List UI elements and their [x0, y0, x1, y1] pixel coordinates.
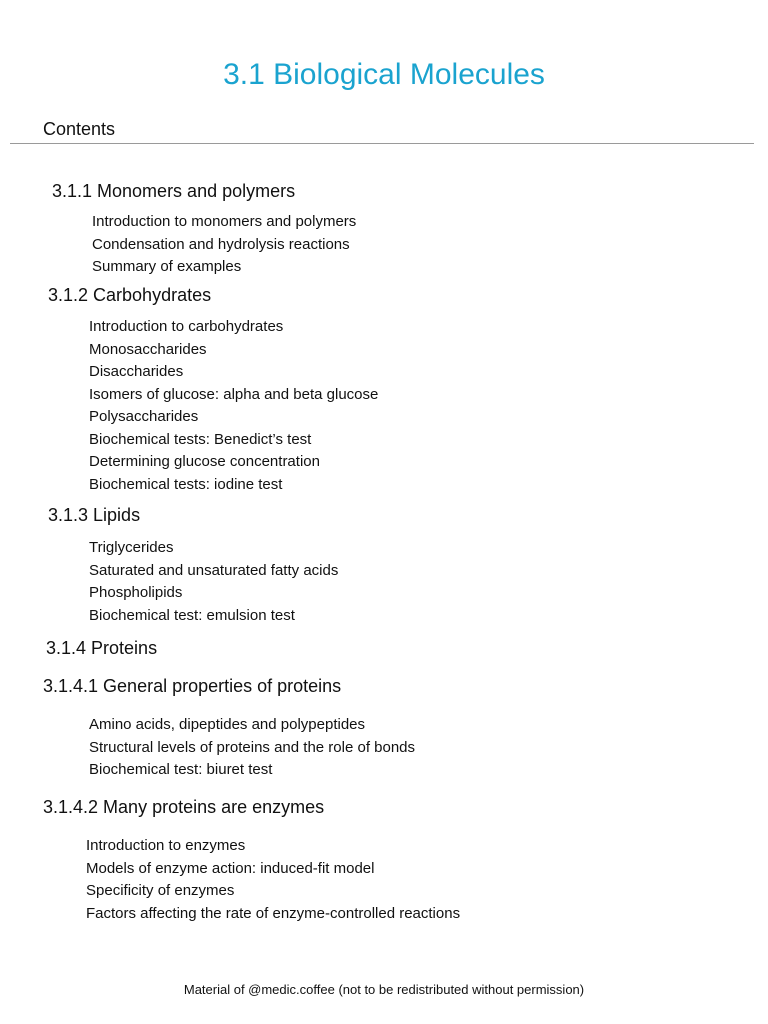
contents-item: Determining glucose concentration: [89, 453, 320, 470]
section-items: [89, 537, 338, 627]
contents-item: Specificity of enzymes: [86, 882, 235, 899]
contents-item: Polysaccharides: [89, 408, 199, 425]
section-heading: 3.1.4.1 General properties of proteins: [43, 676, 342, 696]
footer-notice: Material of @medic.coffee (not to be redistributed without permission): [183, 982, 585, 997]
contents-item: Condensation and hydrolysis reactions: [92, 235, 350, 253]
section-items: [86, 835, 460, 925]
contents-label: Contents: [43, 119, 116, 139]
contents-item: Saturated and unsaturated fatty acids: [89, 561, 339, 579]
divider: [10, 143, 754, 144]
section-items: [89, 714, 415, 782]
contents-item: Factors affecting the rate of enzyme-controlled reactions: [86, 904, 461, 922]
contents-item: Biochemical test: biuret test: [89, 761, 273, 778]
contents-item: Biochemical tests: iodine test: [89, 475, 283, 493]
section-heading: 3.1.2 Carbohydrates: [48, 285, 212, 305]
contents-item: Biochemical test: emulsion test: [89, 606, 295, 624]
section-heading: 3.1.3 Lipids: [48, 505, 141, 525]
contents-item: Introduction to enzymes: [86, 837, 246, 854]
contents-item: Introduction to monomers and polymers: [92, 213, 357, 230]
contents-item: Amino acids, dipeptides and polypeptides: [89, 716, 366, 733]
contents-item: Introduction to carbohydrates: [89, 318, 284, 335]
section-items: [92, 211, 356, 279]
section-heading: 3.1.4 Proteins: [46, 638, 158, 658]
section-items: [89, 316, 378, 496]
section-heading: 3.1.4.2 Many proteins are enzymes: [43, 797, 325, 817]
contents-item: Structural levels of proteins and the role of bonds: [89, 738, 416, 756]
contents-item: Phospholipids: [89, 584, 183, 601]
contents-item: Triglycerides: [89, 539, 174, 556]
contents-item: Monosaccharides: [89, 340, 207, 358]
contents-item: Isomers of glucose: alpha and beta glucose: [89, 385, 379, 403]
contents-item: Biochemical tests: Benedict’s test: [89, 430, 312, 448]
contents-item: Disaccharides: [89, 363, 184, 380]
contents-item: Models of enzyme action: induced-fit model: [86, 859, 375, 877]
section-heading: 3.1.1 Monomers and polymers: [52, 181, 296, 201]
contents-item: Summary of examples: [92, 258, 242, 275]
page-title: 3.1 Biological Molecules: [223, 58, 545, 91]
